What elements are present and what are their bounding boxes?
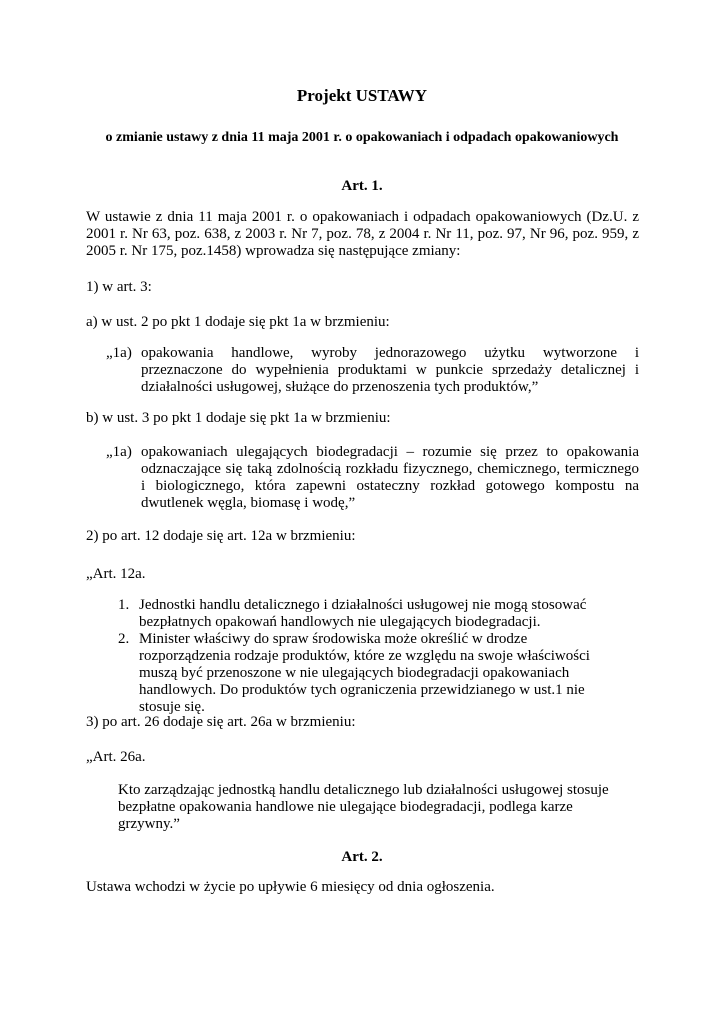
- point1b-quote-text: opakowaniach ulegających biodegradacji – rozumie się przez to opakowania odznaczające się taką zdolnością rozkładu fizycznego, chemicznego, termicznego i biologicznego, która zapewni ostateczny rozkład gotowego kompostu na dwutlenek węgla, biomasę i wodę,”: [141, 444, 639, 511]
- point1b-quote: [106, 444, 639, 512]
- art26a-text: Kto zarządzając jednostką handlu detalicznego lub działalności usługowej stosuje bezpłatne opakowania handlowe nie ulegające biodegradacji, podlega karze grzywny.”: [118, 782, 609, 832]
- art12a-item-2: [118, 631, 620, 716]
- art2-text: Ustawa wchodzi w życie po upływie 6 miesięcy od dnia ogłoszenia.: [86, 879, 495, 895]
- point1a-label: a) w ust. 2 po pkt 1 dodaje się pkt 1a w brzmieniu:: [86, 314, 390, 330]
- art1-heading: Art. 1.: [341, 178, 383, 194]
- point1a-quote: [106, 345, 639, 396]
- point1b-quote-mark: „1a): [106, 444, 132, 460]
- art12a-item-2-num: 2.: [118, 631, 130, 647]
- art12a-label: „Art. 12a.: [86, 566, 146, 582]
- document-subtitle: o zmianie ustawy z dnia 11 maja 2001 r. o opakowaniach i odpadach opakowaniowych: [105, 130, 619, 145]
- art12a-item-1-text: Jednostki handlu detalicznego i działalności usługowej nie mogą stosować bezpłatnych opakowań handlowych nie ulegających biodegradacji.: [139, 597, 587, 630]
- point1a-quote-mark: „1a): [106, 345, 132, 361]
- art26a-label: „Art. 26a.: [86, 749, 146, 765]
- art12a-item-1: [118, 597, 616, 631]
- point1b-label: b) w ust. 3 po pkt 1 dodaje się pkt 1a w brzmieniu:: [86, 410, 391, 426]
- point3-label: 3) po art. 26 dodaje się art. 26a w brzmieniu:: [86, 714, 356, 730]
- point1a-quote-text: opakowania handlowe, wyroby jednorazowego użytku wytworzone i przeznaczone do wypełnienia produktami w punkcie sprzedaży detalicznej i działalności usługowej, służące do przenoszenia tych produktów,”: [141, 345, 639, 395]
- point1-label: 1) w art. 3:: [86, 279, 152, 295]
- art1-intro: W ustawie z dnia 11 maja 2001 r. o opakowaniach i odpadach opakowaniowych (Dz.U. z 2001 r. Nr 63, poz. 638, z 2003 r. Nr 7, poz. 78, z 2004 r. Nr 11, poz. 97, Nr 96, poz. 959, z 2005 r. Nr 175, poz.1458) wprowadza się następujące zmiany:: [86, 209, 639, 259]
- art12a-item-2-text: Minister właściwy do spraw środowiska może określić w drodze rozporządzenia rodzaje produktów, które ze względu na swoje właściwości muszą być przenoszone w nie ulegających biodegradacji opakowaniach handlowych. Do produktów tych ograniczenia przewidzianego w ust.1 nie stosuje się.: [139, 631, 590, 715]
- art12a-item-1-num: 1.: [118, 597, 130, 613]
- art2-heading: Art. 2.: [341, 849, 383, 865]
- document-title: Projekt USTAWY: [296, 86, 428, 105]
- point2-label: 2) po art. 12 dodaje się art. 12a w brzmieniu:: [86, 528, 356, 544]
